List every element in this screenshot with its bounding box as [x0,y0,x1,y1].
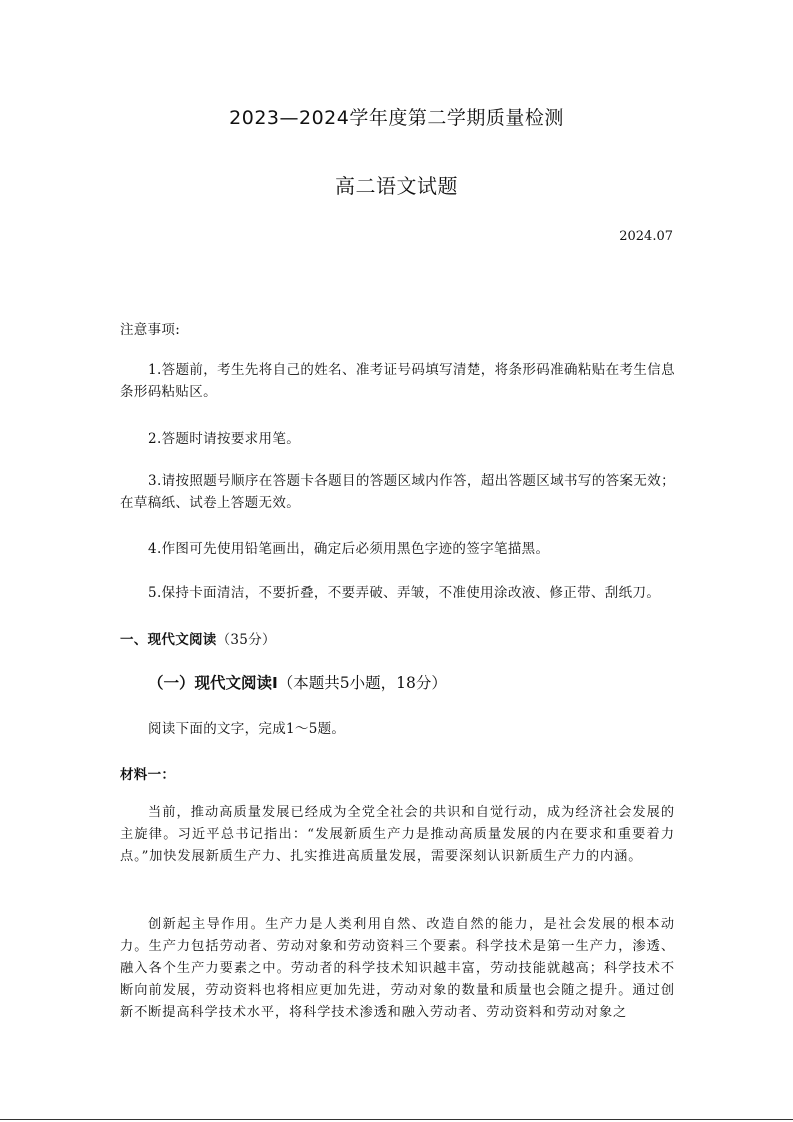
exam-date: 2024.07 [619,229,673,244]
subsection-label: （一）现代文阅读Ⅰ [148,674,278,692]
exam-subject-title: 高二语文试题 [335,174,458,198]
note-item-5: 5.保持卡面清洁，不要折叠，不要弄破、弄皱，不准使用涂改液、修正带、刮纸刀。 [148,585,661,601]
exam-title: 2023—2024学年度第二学期质量检测 [229,107,564,129]
notes-heading: 注意事项: [120,322,181,338]
section-score: （35分） [216,632,276,648]
note-item-3: 3.请按照题号顺序在答题卡各题目的答题区域内作答，超出答题区域书写的答案无效；在草稿纸、试卷上答题无效。 [120,473,675,511]
section-heading [120,628,276,648]
page-bottom-rule [0,1119,793,1120]
note-item-4: 4.作图可先使用铅笔画出，确定后必须用黑色字迹的签字笔描黑。 [148,541,550,557]
note-item-1: 1.答题前，考生先将自己的姓名、准考证号码填写清楚，将条形码准确粘贴在考生信息条形码粘贴区。 [120,362,675,400]
material-label: 材料一： [120,767,176,783]
section-label: 一、现代文阅读 [120,632,217,648]
material-paragraph-1: 当前，推动高质量发展已经成为全党全社会的共识和自觉行动，成为经济社会发展的主旋律。习近平总书记指出：“发展新质生产力是推动高质量发展的内在要求和重要着力点。”加快发展新质生产力、扎实推进高质量发展，需要深刻认识新质生产力的内涵。 [120,805,675,864]
reading-instruction: 阅读下面的文字，完成1～5题。 [148,721,346,737]
subsection-heading [148,671,447,693]
material-paragraph-2: 创新起主导作用。生产力是人类利用自然、改造自然的能力，是社会发展的根本动力。生产力包括劳动者、劳动对象和劳动资料三个要素。科学技术是第一生产力，渗透、融入各个生产力要素之中。劳动者的科学技术知识越丰富，劳动技能就越高；科学技术不断向前发展，劳动资料也将相应更加先进，劳动对象的数量和质量也会随之提升。通过创新不断提高科学技术水平，将科学技术渗透和融入劳动者、劳动资料和劳动对象之 [120,917,675,1020]
subsection-detail: （本题共5小题，18分） [277,674,447,692]
note-item-2: 2.答题时请按要求用笔。 [148,431,301,447]
